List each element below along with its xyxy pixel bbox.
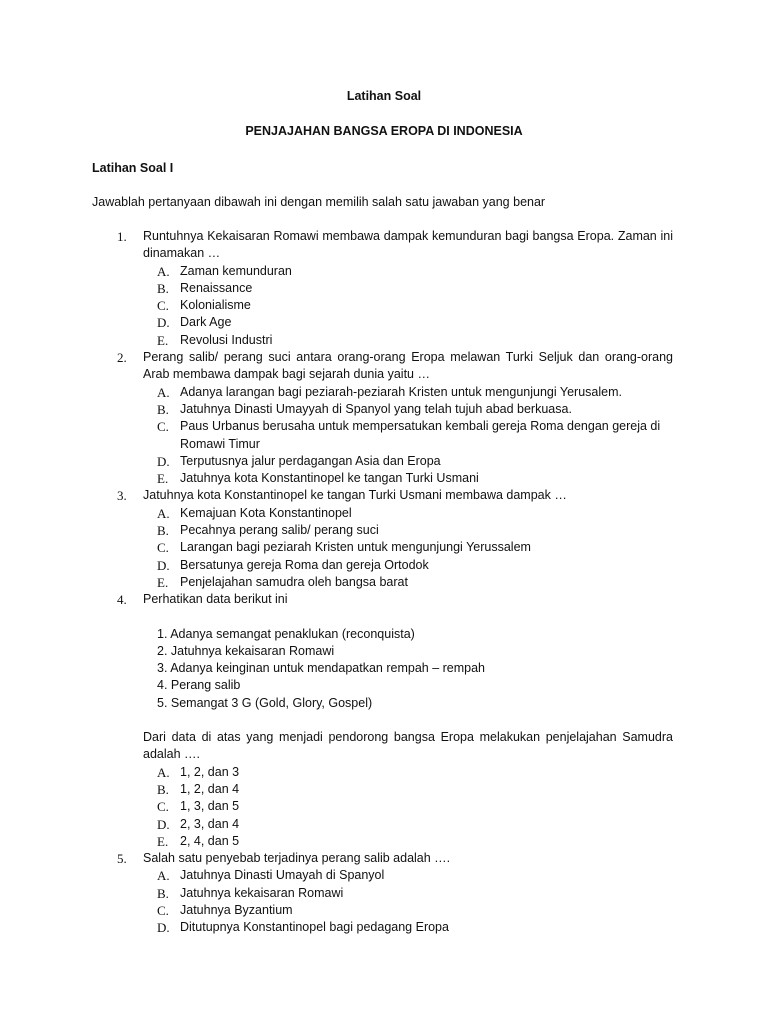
data-list-item: 5. Semangat 3 G (Gold, Glory, Gospel) (157, 695, 373, 710)
option-list (143, 263, 673, 349)
option-text: Larangan bagi peziarah Kristen untuk mengunjungi Yerussalem (180, 540, 531, 555)
question-text: Salah satu penyebab terjadinya perang salib adalah …. (143, 851, 451, 866)
answer-option (143, 314, 673, 331)
option-letter: B. (157, 781, 169, 797)
answer-option (143, 816, 673, 833)
question-list (0, 228, 768, 937)
option-list (143, 867, 673, 936)
data-list (157, 626, 673, 712)
option-text: Jatuhnya Dinasti Umayah di Spanyol (180, 868, 385, 883)
question-text: Perang salib/ perang suci antara orang-orang Eropa melawan Turki Seljuk dan orang-orang Arab membawa dampak bagi sejarah dunia yaitu … (143, 350, 673, 382)
option-letter: D. (157, 816, 170, 832)
answer-option (143, 505, 673, 522)
question-4 (117, 591, 673, 850)
option-letter: E. (157, 471, 169, 487)
question-followup-text: Dari data di atas yang menjadi pendorong bangsa Eropa melakukan penjelajahan Samudra adalah …. (143, 730, 673, 762)
option-text: Pecahnya perang salib/ perang suci (180, 523, 379, 538)
option-letter: C. (157, 419, 169, 435)
option-letter: E. (157, 574, 169, 590)
question-number: 3. (117, 488, 127, 504)
option-text: Terputusnya jalur perdagangan Asia dan Eropa (180, 453, 441, 468)
option-text: Jatuhnya kekaisaran Romawi (180, 885, 344, 900)
option-text: Renaissance (180, 280, 253, 295)
question-2 (117, 349, 673, 487)
option-letter: D. (157, 453, 170, 469)
option-list (143, 764, 673, 850)
option-letter: D. (157, 315, 170, 331)
question-text: Runtuhnya Kekaisaran Romawi membawa dampak kemunduran bagi bangsa Eropa. Zaman ini dinamakan … (143, 229, 673, 261)
option-text: 1, 2, dan 3 (180, 764, 240, 779)
answer-option (143, 297, 673, 314)
option-text: Jatuhnya kota Konstantinopel ke tangan Turki Usmani (180, 471, 479, 486)
option-text: Dark Age (180, 315, 232, 330)
option-letter: C. (157, 298, 169, 314)
option-text: Penjelajahan samudra oleh bangsa barat (180, 574, 408, 589)
answer-option (143, 781, 673, 798)
document-subtitle: PENJAJAHAN BANGSA EROPA DI INDONESIA (245, 124, 523, 138)
answer-option (143, 470, 673, 487)
answer-option (143, 453, 673, 470)
option-letter: A. (157, 764, 170, 780)
option-letter: A. (157, 868, 170, 884)
answer-option (143, 574, 673, 591)
answer-option (143, 522, 673, 539)
option-letter: B. (157, 523, 169, 539)
answer-option (143, 798, 673, 815)
answer-option (143, 280, 673, 297)
option-letter: B. (157, 885, 169, 901)
option-text: Kemajuan Kota Konstantinopel (180, 505, 352, 520)
section-heading: Latihan Soal I (92, 161, 174, 175)
option-letter: A. (157, 505, 170, 521)
question-3 (117, 487, 673, 591)
option-text: Revolusi Industri (180, 332, 273, 347)
option-letter: E. (157, 332, 169, 348)
option-text: Kolonialisme (180, 298, 251, 313)
data-list-item: 2. Jatuhnya kekaisaran Romawi (157, 643, 335, 658)
option-text: 2, 3, dan 4 (180, 816, 240, 831)
question-5 (117, 850, 673, 936)
question-number: 4. (117, 592, 127, 608)
option-text: 1, 3, dan 5 (180, 799, 240, 814)
answer-option (143, 919, 673, 936)
answer-option (143, 401, 673, 418)
answer-option (143, 418, 673, 453)
answer-option (143, 263, 673, 280)
question-number: 1. (117, 229, 127, 244)
option-letter: B. (157, 401, 169, 417)
instruction-text: Jawablah pertanyaan dibawah ini dengan memilih salah satu jawaban yang benar (92, 195, 546, 209)
option-letter: C. (157, 540, 169, 556)
option-text: Ditutupnya Konstantinopel bagi pedagang Eropa (180, 920, 449, 935)
question-text: Jatuhnya kota Konstantinopel ke tangan Turki Usmani membawa dampak … (143, 488, 567, 503)
answer-option (143, 332, 673, 349)
option-letter: E. (157, 833, 169, 849)
option-letter: C. (157, 799, 169, 815)
option-letter: C. (157, 902, 169, 918)
data-list-item: 4. Perang salib (157, 678, 241, 693)
option-letter: A. (157, 384, 170, 400)
option-letter: A. (157, 263, 170, 279)
answer-option (143, 764, 673, 781)
option-letter: D. (157, 557, 170, 573)
question-1 (117, 228, 673, 349)
answer-option (143, 557, 673, 574)
option-text: Jatuhnya Byzantium (180, 902, 293, 917)
option-text: Paus Urbanus berusaha untuk mempersatukan kembali gereja Roma dengan gereja di Romawi Timur (180, 419, 661, 451)
option-letter: D. (157, 920, 170, 936)
answer-option (143, 384, 673, 401)
answer-option (143, 902, 673, 919)
answer-option (143, 885, 673, 902)
document-title: Latihan Soal (346, 89, 422, 103)
option-text: Jatuhnya Dinasti Umayyah di Spanyol yang telah tujuh abad berkuasa. (180, 401, 572, 416)
option-text: Zaman kemunduran (180, 263, 292, 278)
question-number: 5. (117, 851, 127, 867)
option-text: Adanya larangan bagi peziarah-peziarah Kristen untuk mengunjungi Yerusalem. (180, 384, 622, 399)
question-number: 2. (117, 350, 127, 366)
answer-option (143, 867, 673, 884)
data-list-item: 3. Adanya keinginan untuk mendapatkan rempah – rempah (157, 661, 486, 676)
option-list (143, 384, 673, 488)
option-list (143, 505, 673, 591)
answer-option (143, 539, 673, 556)
option-text: Bersatunya gereja Roma dan gereja Ortodok (180, 557, 429, 572)
answer-option (143, 833, 673, 850)
question-text: Perhatikan data berikut ini (143, 592, 288, 607)
option-text: 2, 4, dan 5 (180, 833, 240, 848)
option-letter: B. (157, 280, 169, 296)
option-text: 1, 2, dan 4 (180, 781, 240, 796)
data-list-item: 1. Adanya semangat penaklukan (reconquista) (157, 626, 415, 641)
